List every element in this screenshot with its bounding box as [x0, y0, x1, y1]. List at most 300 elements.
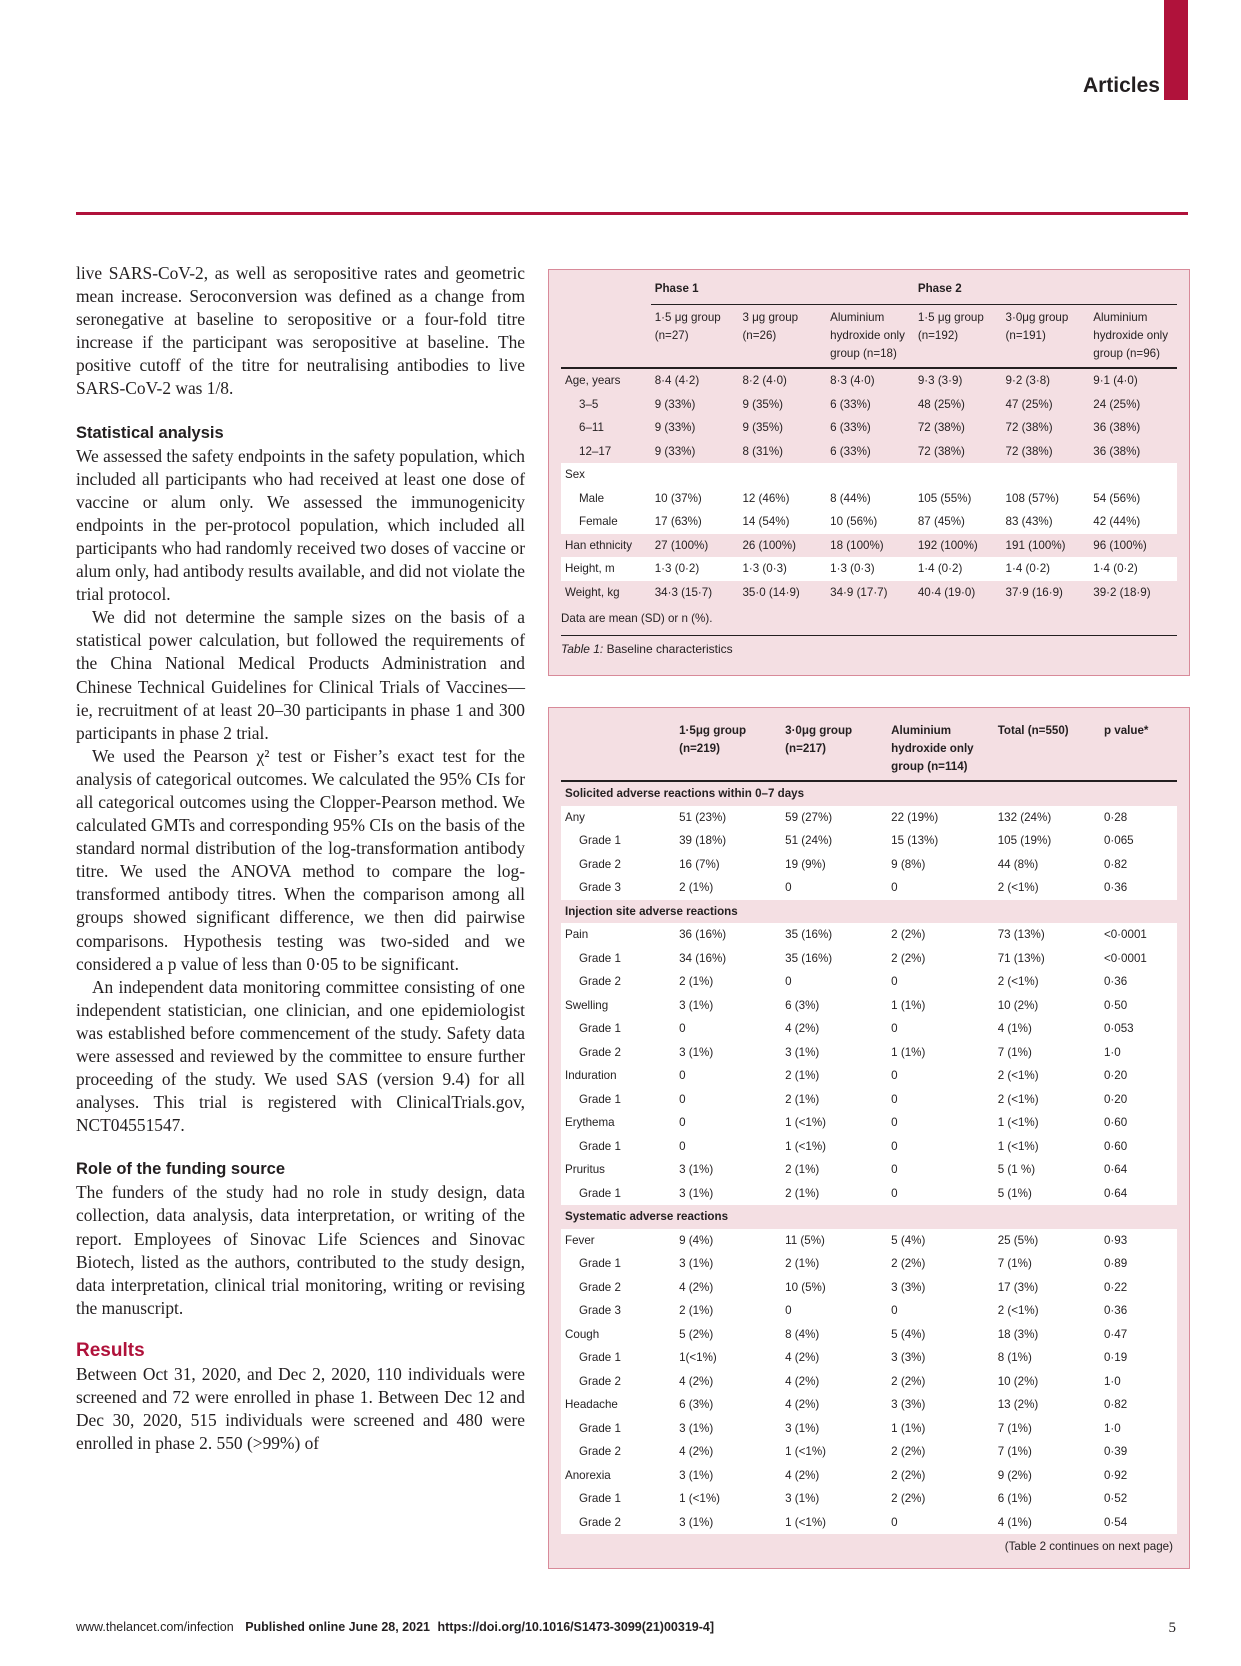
row-label: Weight, kg: [565, 585, 620, 599]
column-header: Aluminium hydroxide only group (n=96): [1093, 311, 1169, 360]
table-cell: 1·0: [1100, 1370, 1177, 1394]
table-cell: 0: [887, 1158, 994, 1182]
heading-results: Results: [76, 1339, 145, 1361]
table-cell: 1(<1%): [675, 1346, 781, 1370]
table-row: [561, 1158, 1177, 1182]
row-label: Grade 1: [561, 1487, 675, 1511]
table-cell: 83 (43%): [1002, 510, 1090, 534]
table-row: [561, 876, 1177, 900]
table-cell: 6 (3%): [675, 1393, 781, 1417]
table-cell: 3 (1%): [675, 1511, 781, 1535]
table-cell: 3 (1%): [781, 1417, 887, 1441]
table-cell: 191 (100%): [1005, 538, 1066, 552]
paragraph: We used the Pearson χ² test or Fisher’s exact test for the analysis of categorical outcomes. We calculated the 95% CIs for all categorical outcomes using the Clopper-Pearson method. We calculated GMTs and corresponding 95% CIs on the basis of the standard normal distribution of the log-transformation antibody titre. We used the ANOVA method to compare the log-transformed antibody titres. When the comparison among all groups showed significant difference, we then did pairwise comparisons. Hypothesis testing was two-sided and we considered a p value of less than 0·05 to be significant.: [76, 745, 525, 974]
table-cell: 2 (<1%): [994, 1064, 1100, 1088]
table-cell: 0·36: [1100, 970, 1177, 994]
column-header: 3·0μg group (n=217): [785, 724, 853, 755]
table-cell: 4 (2%): [781, 1346, 887, 1370]
table-cell: 96 (100%): [1093, 538, 1147, 552]
table-cell: 0·19: [1100, 1346, 1177, 1370]
table-cell: 0·36: [1100, 876, 1177, 900]
table-cell: 22 (19%): [887, 806, 994, 830]
row-label: Any: [561, 806, 675, 830]
paragraph: The funders of the study had no role in study design, data collection, data analysis, data interpretation, or writing of the report. Employees of Sinovac Life Sciences and Sinovac Biotech, listed as the authors, contributed to the study design, data interpretation, clinical trial monitoring, writing or revising the manuscript.: [76, 1182, 525, 1318]
table-cell: 0: [887, 1135, 994, 1159]
table-cell: 11 (5%): [781, 1229, 887, 1253]
row-label: Grade 3: [561, 876, 675, 900]
paragraph: live SARS-CoV-2, as well as seropositive rates and geometric mean increase. Seroconversion was defined as a change from seronegative at baseline to seropositive or a four-fold titre increase if the participant was seropositive at baseline. The positive cutoff of the titre for neutralising antibodies to live SARS-CoV-2 was 1/8.: [76, 263, 525, 399]
table-row: [561, 1088, 1177, 1112]
table-cell: 0: [781, 970, 887, 994]
table-cell: 39·2 (18·9): [1093, 585, 1151, 599]
table-cell: 36 (38%): [1093, 421, 1141, 434]
table-cell: 5 (1%): [994, 1182, 1100, 1206]
table-continues-note: (Table 2 continues on next page): [1004, 1540, 1173, 1553]
table-cell: 0·60: [1100, 1135, 1177, 1159]
row-label: Grade 2: [561, 1370, 675, 1394]
table-cell: 2 (2%): [887, 947, 994, 971]
table-cell: 2 (1%): [675, 876, 781, 900]
table-caption: [561, 635, 1177, 656]
table-row: [561, 1111, 1177, 1135]
table-cell: 8·2 (4·0): [742, 374, 787, 387]
row-label: Male: [561, 487, 651, 511]
table-cell: 1 (<1%): [781, 1511, 887, 1535]
table-row: [561, 416, 1177, 440]
table-cell: 8 (4%): [781, 1323, 887, 1347]
table-cell: 4 (2%): [781, 1393, 887, 1417]
table-cell: 0: [675, 1064, 781, 1088]
table-row: [561, 1393, 1177, 1417]
table-cell: 6 (33%): [830, 444, 871, 458]
table-cell: 71 (13%): [994, 947, 1100, 971]
table-row: [561, 440, 1177, 464]
row-label: Grade 2: [561, 970, 675, 994]
table-cell: 10 (37%): [651, 487, 739, 511]
table-cell: 3 (1%): [675, 1041, 781, 1065]
table-cell: 9·1 (4·0): [1093, 374, 1138, 387]
table-cell: 42 (44%): [1089, 510, 1177, 534]
table-cell: 1·4 (0·2): [914, 557, 1002, 581]
row-label: Fever: [561, 1229, 675, 1253]
table-cell: [914, 463, 1002, 487]
table-cell: 9 (35%): [742, 397, 784, 411]
table-cell: 0·64: [1100, 1182, 1177, 1206]
table-cell: 4 (2%): [781, 1464, 887, 1488]
table-cell: 9 (33%): [654, 421, 696, 434]
row-label: Pruritus: [561, 1158, 675, 1182]
table-cell: 0·065: [1100, 829, 1177, 853]
table-cell: 0·82: [1100, 853, 1177, 877]
table-cell: 8·3 (4·0): [830, 374, 875, 387]
table-cell: 0: [887, 1088, 994, 1112]
table-cell: 0·89: [1100, 1252, 1177, 1276]
heading-statistical-analysis: Statistical analysis: [76, 423, 224, 442]
column-header: 1·5 μg group (n=192): [917, 311, 984, 342]
table-cell: 14 (54%): [738, 510, 826, 534]
page-number: 5: [1168, 1620, 1176, 1636]
paragraph: Between Oct 31, 2020, and Dec 2, 2020, 110 individuals were screened and 72 were enrolled in phase 1. Between Dec 12 and Dec 30, 2020, 515 individuals were screened and 480 were enrolled in phase 2. 550 (>99%) of: [76, 1363, 525, 1454]
table-cell: 2 (1%): [781, 1158, 887, 1182]
table-cell: 8 (31%): [742, 444, 784, 458]
header-rule: [76, 212, 1188, 215]
table-cell: 0: [887, 1017, 994, 1041]
row-label: Grade 2: [561, 1440, 675, 1464]
table-cell: 3 (3%): [887, 1393, 994, 1417]
table-cell: 36 (16%): [675, 923, 781, 947]
table-row: [561, 947, 1177, 971]
row-label: Erythema: [561, 1111, 675, 1135]
table-cell: 0·47: [1100, 1323, 1177, 1347]
table-row: [561, 581, 1177, 605]
table-row: [561, 557, 1177, 581]
table-row: [561, 1511, 1177, 1535]
table-cell: 1 (1%): [887, 1041, 994, 1065]
table-cell: 10 (5%): [781, 1276, 887, 1300]
table-cell: 9 (33%): [654, 444, 696, 458]
section-label: Solicited adverse reactions within 0–7 days: [565, 787, 805, 800]
table-cell: 6 (3%): [781, 994, 887, 1018]
table-cell: 26 (100%): [742, 538, 796, 552]
table-cell: 8 (1%): [994, 1346, 1100, 1370]
table-cell: 0: [675, 1135, 781, 1159]
table-cell: 5 (4%): [887, 1229, 994, 1253]
column-header: Aluminium hydroxide only group (n=114): [891, 724, 974, 773]
table-cell: 3 (1%): [675, 1417, 781, 1441]
row-label: Grade 1: [561, 1252, 675, 1276]
table-cell: 1·4 (0·2): [1089, 557, 1177, 581]
table-row: [561, 1252, 1177, 1276]
caption-label: Table 1:: [561, 642, 604, 656]
table-cell: 2 (2%): [887, 1440, 994, 1464]
table-cell: 25 (5%): [994, 1229, 1100, 1253]
table-cell: 34·3 (15·7): [654, 585, 713, 599]
table-cell: 9 (8%): [887, 853, 994, 877]
row-label: Female: [561, 510, 651, 534]
table-cell: 6 (1%): [994, 1487, 1100, 1511]
doi-link[interactable]: https://doi.org/10.1016/S1473-3099(21)00319-4]: [437, 1620, 715, 1634]
table-row: [561, 923, 1177, 947]
table-cell: 0·20: [1100, 1064, 1177, 1088]
table-cell: 105 (55%): [914, 487, 1002, 511]
table-cell: 40·4 (19·0): [917, 585, 976, 599]
table-cell: 15 (13%): [887, 829, 994, 853]
row-label: Grade 2: [561, 1041, 675, 1065]
row-label: Grade 1: [561, 1135, 675, 1159]
row-label: Swelling: [561, 994, 675, 1018]
table-cell: 35 (16%): [781, 947, 887, 971]
table-cell: 44 (8%): [994, 853, 1100, 877]
caption-text: Baseline characteristics: [603, 642, 733, 656]
table-cell: 6 (33%): [830, 421, 871, 434]
table-cell: 0: [781, 1299, 887, 1323]
table-cell: 2 (<1%): [994, 970, 1100, 994]
table-cell: 19 (9%): [781, 853, 887, 877]
table-cell: [1002, 463, 1090, 487]
section-label: Systematic adverse reactions: [565, 1210, 729, 1223]
table-note: Data are mean (SD) or n (%).: [561, 612, 713, 625]
column-header: 1·5 μg group (n=27): [654, 311, 721, 342]
table-cell: 0: [887, 1299, 994, 1323]
table-cell: 2 (2%): [887, 1487, 994, 1511]
heading-funding-source: Role of the funding source: [76, 1160, 285, 1179]
table-cell: 48 (25%): [917, 397, 965, 411]
table-cell: 1·4 (0·2): [1002, 557, 1090, 581]
section-label: Injection site adverse reactions: [565, 904, 738, 918]
table-cell: 2 (1%): [675, 970, 781, 994]
table-row: [561, 1370, 1177, 1394]
paragraph: We did not determine the sample sizes on the basis of a statistical power calculation, but followed the requirements of the China National Medical Products Administration and Chinese Technical Guidelines for Clinical Trials of Vaccines—ie, recruitment of at least 20–30 participants in phase 1 and 300 participants in phase 2 trial.: [76, 607, 525, 743]
paragraph: We assessed the safety endpoints in the safety population, which included all participants who had received at least one dose of vaccine or alum only. We assessed the immunogenicity endpoints in the per-protocol population, which included all participants who had randomly received two doses of vaccine or alum only, had antibody results available, and did not violate the trial protocol.: [76, 445, 525, 605]
table-cell: 2 (<1%): [994, 876, 1100, 900]
table-row: [561, 853, 1177, 877]
table-1-box: [548, 269, 1190, 676]
table-cell: 5 (2%): [675, 1323, 781, 1347]
table-cell: 9 (33%): [654, 397, 696, 411]
table-cell: 27 (100%): [654, 538, 709, 552]
table-cell: 1 (1%): [887, 1417, 994, 1441]
table-cell: 3 (1%): [675, 1182, 781, 1206]
table-cell: 0: [887, 1064, 994, 1088]
row-label-header: [561, 305, 651, 369]
table-cell: 0·39: [1100, 1440, 1177, 1464]
row-label: 12–17: [579, 444, 612, 458]
table-cell: 3 (1%): [675, 994, 781, 1018]
table-cell: 108 (57%): [1002, 487, 1090, 511]
row-label: Anorexia: [561, 1464, 675, 1488]
table-cell: 10 (2%): [994, 994, 1100, 1018]
body-column: [76, 262, 525, 1455]
table-cell: 2 (<1%): [994, 1299, 1100, 1323]
table-cell: 10 (2%): [994, 1370, 1100, 1394]
table-row: [561, 1464, 1177, 1488]
row-label: Grade 1: [561, 1417, 675, 1441]
table-cell: 0: [781, 876, 887, 900]
row-label: Sex: [561, 463, 651, 487]
table-row: [561, 1346, 1177, 1370]
table-cell: 1 (1%): [887, 994, 994, 1018]
table-cell: 2 (2%): [887, 1252, 994, 1276]
table-row: [561, 1182, 1177, 1206]
table-cell: 0: [887, 1111, 994, 1135]
table-cell: 0·93: [1100, 1229, 1177, 1253]
table-cell: 2 (<1%): [994, 1088, 1100, 1112]
table-row: [561, 487, 1177, 511]
table-row: [561, 1276, 1177, 1300]
table-cell: 37·9 (16·9): [1005, 585, 1063, 599]
table-cell: 0: [887, 876, 994, 900]
row-label: Headache: [561, 1393, 675, 1417]
group-header-phase-2: Phase 2: [914, 280, 1177, 305]
column-header: p value*: [1103, 724, 1149, 737]
column-header: Total (n=550): [997, 724, 1069, 737]
column-header: Aluminium hydroxide only group (n=18): [830, 311, 905, 360]
table-cell: 1 (<1%): [781, 1440, 887, 1464]
table-cell: 39 (18%): [675, 829, 781, 853]
row-label: Grade 2: [561, 1276, 675, 1300]
table-cell: 8·4 (4·2): [654, 374, 700, 387]
table-cell: 2 (1%): [781, 1064, 887, 1088]
table-cell: [826, 463, 914, 487]
table-row: [561, 970, 1177, 994]
table-cell: 16 (7%): [675, 853, 781, 877]
table-cell: 2 (1%): [781, 1088, 887, 1112]
table-cell: 0: [675, 1017, 781, 1041]
table-cell: 0·82: [1100, 1393, 1177, 1417]
table-cell: 1 (<1%): [675, 1487, 781, 1511]
row-label: Grade 1: [561, 1346, 675, 1370]
table-cell: <0·0001: [1100, 947, 1177, 971]
table-cell: 9 (35%): [742, 421, 784, 434]
baseline-table: [561, 280, 1177, 604]
table-cell: 9 (4%): [675, 1229, 781, 1253]
table-row: [561, 829, 1177, 853]
red-tab-marker: [1164, 0, 1188, 100]
table-cell: 0·20: [1100, 1088, 1177, 1112]
table-cell: 87 (45%): [914, 510, 1002, 534]
table-cell: 35·0 (14·9): [742, 585, 800, 599]
table-cell: 1 (<1%): [994, 1135, 1100, 1159]
row-label: Induration: [561, 1064, 675, 1088]
table-cell: 1 (<1%): [781, 1135, 887, 1159]
table-cell: 12 (46%): [738, 487, 826, 511]
adverse-reactions-table: [561, 718, 1177, 1534]
table-cell: <0·0001: [1100, 923, 1177, 947]
table-row: [561, 1017, 1177, 1041]
row-label: Age, years: [565, 374, 621, 387]
table-cell: 0·50: [1100, 994, 1177, 1018]
table-cell: 35 (16%): [781, 923, 887, 947]
table-cell: 13 (2%): [994, 1393, 1100, 1417]
table-cell: [738, 463, 826, 487]
table-cell: 7 (1%): [994, 1041, 1100, 1065]
table-cell: 51 (24%): [781, 829, 887, 853]
row-label: Cough: [561, 1323, 675, 1347]
table-cell: 0·54: [1100, 1511, 1177, 1535]
row-label: Grade 1: [561, 947, 675, 971]
row-label: Grade 1: [561, 1017, 675, 1041]
row-label: Grade 1: [561, 829, 675, 853]
table-2-box: [548, 707, 1190, 1569]
table-row: [561, 1417, 1177, 1441]
column-header: 3·0μg group (n=191): [1005, 311, 1069, 342]
row-label: Height, m: [561, 557, 651, 581]
table-row: [561, 1440, 1177, 1464]
row-label: Grade 1: [561, 1182, 675, 1206]
table-cell: 1 (<1%): [781, 1111, 887, 1135]
row-label: 3–5: [579, 397, 599, 411]
table-cell: 1·0: [1100, 1417, 1177, 1441]
section-row: [561, 781, 1177, 806]
table-cell: 0·36: [1100, 1299, 1177, 1323]
table-cell: 73 (13%): [994, 923, 1100, 947]
table-row: [561, 1064, 1177, 1088]
table-cell: 36 (38%): [1093, 444, 1141, 458]
table-cell: 72 (38%): [1005, 421, 1053, 434]
table-cell: 7 (1%): [994, 1252, 1100, 1276]
table-cell: 0·52: [1100, 1487, 1177, 1511]
table-cell: 72 (38%): [917, 444, 965, 458]
page-footer: [76, 1620, 1188, 1634]
table-cell: 3 (1%): [675, 1252, 781, 1276]
table-row: [561, 1323, 1177, 1347]
table-cell: 5 (1 %): [994, 1158, 1100, 1182]
table-cell: 18 (100%): [830, 538, 884, 552]
table-cell: 0: [675, 1111, 781, 1135]
table-row: [561, 1487, 1177, 1511]
table-row: [561, 393, 1177, 417]
table-row: [561, 1229, 1177, 1253]
table-cell: 7 (1%): [994, 1440, 1100, 1464]
table-row: [561, 534, 1177, 558]
table-cell: 3 (1%): [675, 1464, 781, 1488]
paragraph: An independent data monitoring committee consisting of one independent statistician, one clinician, and one epidemiologist was established before commencement of the study. Safety data were assessed and reviewed by the committee to ensure further proceeding of the study. We used SAS (version 9.4) for all analyses. This trial is registered with ClinicalTrials.gov, NCT04551547.: [76, 976, 525, 1136]
table-cell: 0·053: [1100, 1017, 1177, 1041]
section-row: [561, 900, 1177, 924]
table-cell: 72 (38%): [1005, 444, 1053, 458]
table-row: [561, 463, 1177, 487]
table-cell: 4 (2%): [675, 1440, 781, 1464]
table-row: [561, 510, 1177, 534]
table-row: [561, 994, 1177, 1018]
row-label: Grade 1: [561, 1088, 675, 1112]
column-header: 3 μg group (n=26): [742, 311, 799, 342]
table-cell: [651, 463, 739, 487]
table-cell: 10 (56%): [826, 510, 914, 534]
table-cell: 18 (3%): [994, 1323, 1100, 1347]
table-cell: 2 (2%): [887, 1464, 994, 1488]
table-cell: 3 (1%): [675, 1158, 781, 1182]
published-date: Published online June 28, 2021: [245, 1620, 430, 1634]
table-cell: 34·9 (17·7): [830, 585, 888, 599]
table-cell: 72 (38%): [917, 421, 965, 434]
row-label: Grade 2: [561, 853, 675, 877]
table-cell: 0·64: [1100, 1158, 1177, 1182]
table-cell: 1·0: [1100, 1041, 1177, 1065]
table-cell: 17 (63%): [651, 510, 739, 534]
table-cell: 24 (25%): [1093, 397, 1141, 411]
table-cell: 9·2 (3·8): [1005, 374, 1051, 387]
table-cell: 1 (<1%): [994, 1111, 1100, 1135]
table-row: [561, 368, 1177, 393]
group-header-phase-1: Phase 1: [651, 280, 914, 305]
table-cell: 7 (1%): [994, 1417, 1100, 1441]
journal-site: www.thelancet.com/infection: [76, 1620, 234, 1634]
row-label: Grade 2: [561, 1511, 675, 1535]
table-cell: 4 (2%): [675, 1370, 781, 1394]
table-cell: 4 (2%): [675, 1276, 781, 1300]
table-cell: 132 (24%): [994, 806, 1100, 830]
table-cell: 3 (1%): [781, 1041, 887, 1065]
table-cell: 0·22: [1100, 1276, 1177, 1300]
table-cell: 3 (3%): [887, 1276, 994, 1300]
table-cell: 0·60: [1100, 1111, 1177, 1135]
table-cell: 4 (1%): [994, 1511, 1100, 1535]
table-cell: 4 (2%): [781, 1370, 887, 1394]
table-cell: 34 (16%): [675, 947, 781, 971]
table-cell: 2 (1%): [675, 1299, 781, 1323]
table-cell: 1·3 (0·3): [738, 557, 826, 581]
table-cell: 192 (100%): [917, 538, 978, 552]
section-row: [561, 1205, 1177, 1229]
row-label: Pain: [561, 923, 675, 947]
table-cell: 47 (25%): [1005, 397, 1053, 411]
table-cell: 59 (27%): [781, 806, 887, 830]
column-header: 1·5μg group (n=219): [679, 724, 747, 755]
table-cell: 54 (56%): [1089, 487, 1177, 511]
table-cell: 17 (3%): [994, 1276, 1100, 1300]
row-label-header: [561, 718, 675, 781]
